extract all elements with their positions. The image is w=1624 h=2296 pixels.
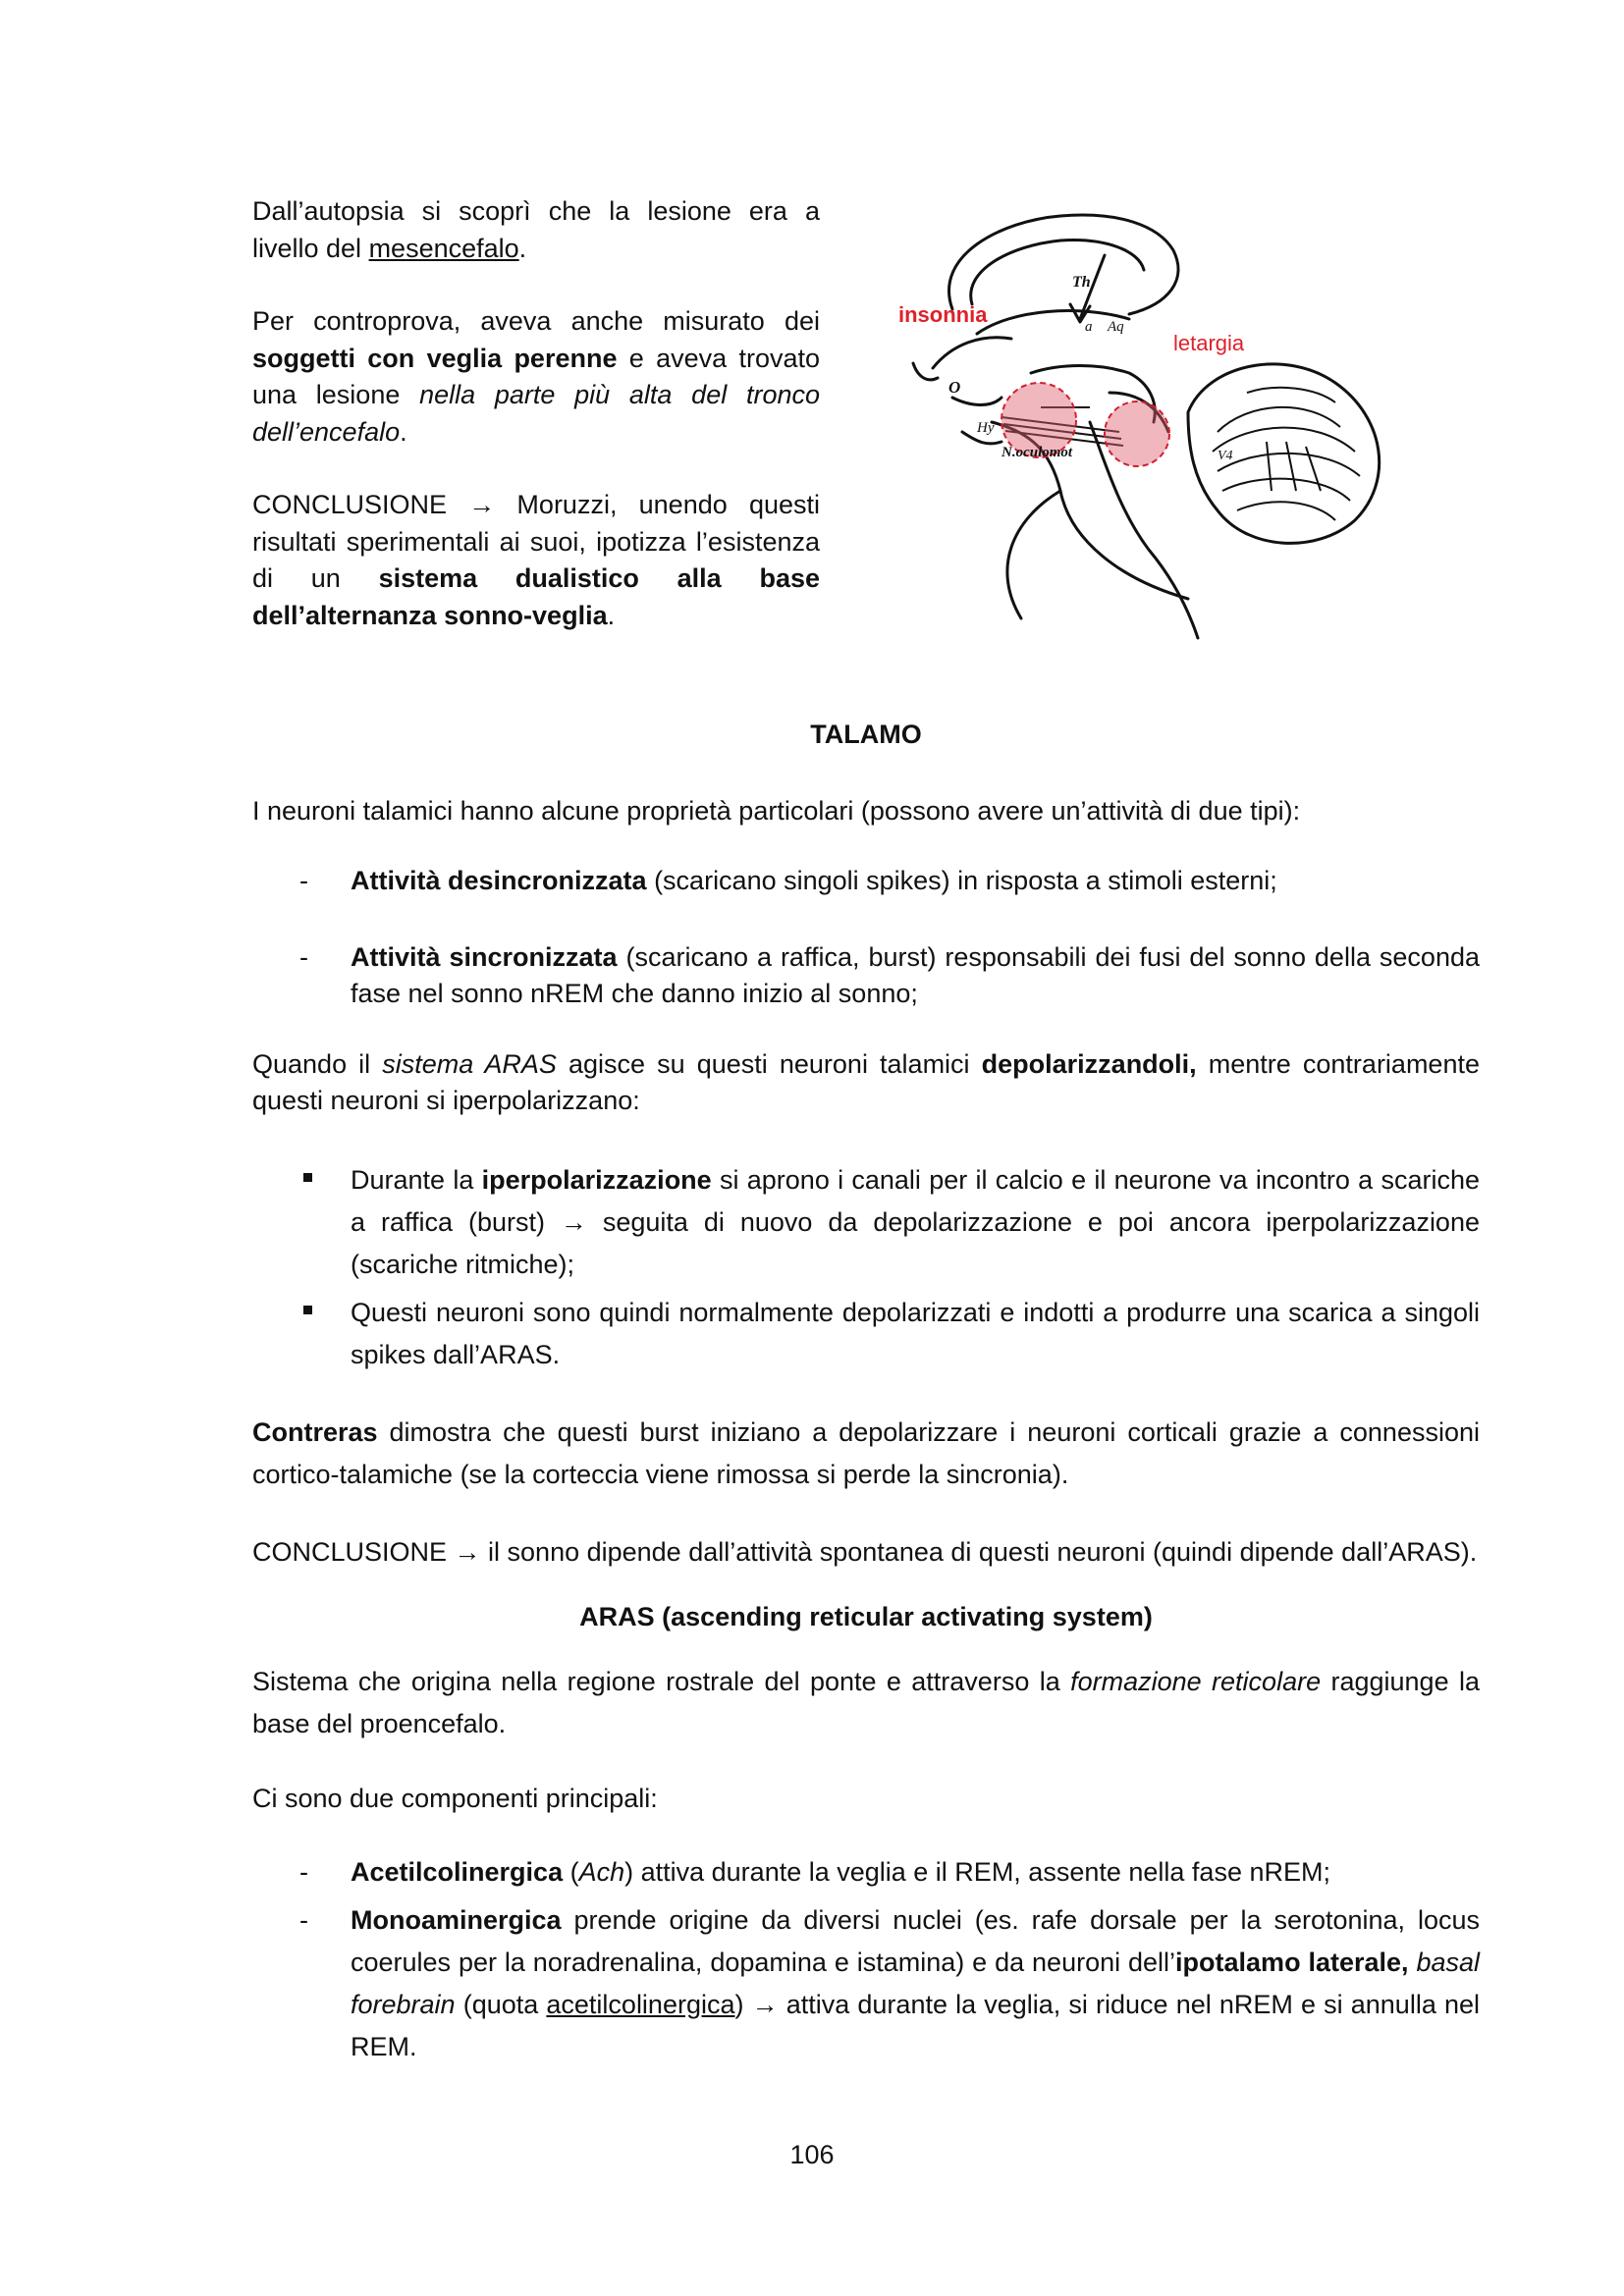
talamo-list-item-1: - Attività desincronizzata (scaricano singoli spikes) in risposta a stimoli esterni; [252, 863, 1480, 900]
square-bullet-icon [303, 1306, 312, 1314]
intro-column [252, 193, 820, 670]
label-insonnia: insonnia [898, 302, 988, 327]
intro-paragraph-1: Dall’autopsia si scoprì che la lesione era a livello del mesencefalo. [252, 196, 820, 263]
talamo-list-item-2: - Attività sincronizzata (scaricano a raffica, burst) responsabili dei fusi del sonno della seconda fase nel sonno nREM che danno inizio al sonno; [252, 939, 1480, 1013]
heading-talamo: TALAMO [810, 720, 922, 749]
dash-marker: - [299, 1904, 308, 1935]
dash-marker: - [299, 941, 308, 972]
aras-list-item-1: - Acetilcolinergica (Ach) attiva durante la veglia e il REM, assente nella fase nREM; [252, 1851, 1480, 1894]
label-th: Th [1072, 274, 1091, 291]
talamo-aras-paragraph: Quando il sistema ARAS agisce su questi neuroni talamici depolarizzandoli, mentre contrariamente questi neuroni si iperpolarizzano: [252, 1048, 1480, 1115]
brain-sagittal-diagram [893, 196, 1434, 648]
talamo-bullet-2: Questi neuroni sono quindi normalmente depolarizzati e indotti a produrre una scarica a singoli spikes dall’ARAS. [252, 1292, 1480, 1376]
aras-paragraph-1: Sistema che origina nella regione rostrale del ponte e attraverso la formazione reticolare raggiunge la base del proencefalo. [252, 1667, 1480, 1738]
dash-marker: - [299, 866, 308, 895]
mesencefalo-underlined: mesencefalo [368, 233, 519, 263]
label-hy: Hy [977, 420, 995, 436]
talamo-intro: I neuroni talamici hanno alcune proprietà particolari (possono avere un’attività di due tipi): [252, 795, 1301, 826]
page-number: 106 [789, 2140, 835, 2169]
label-n-oculomot: N.oculomot [1001, 445, 1073, 460]
aras-list-item-2: - Monoaminergica prende origine da diversi nuclei (es. rafe dorsale per la serotonina, locus coerules per la noradrenalina, dopamina e istamina) e da neuroni dell’ipotalamo laterale, basal forebrain (quota acetilcolinergica) → attiva durante la veglia, si riduce nel nREM e si annulla nel REM. [252, 1899, 1480, 2068]
main-content [252, 717, 1480, 2068]
label-o: O [948, 378, 961, 397]
contreras-paragraph: Contreras dimostra che questi burst iniziano a depolarizzare i neuroni corticali grazie a connessioni cortico-talamiche (se la corteccia viene rimossa si perde la sincronia). [252, 1416, 1480, 1489]
label-aq: Aq [1108, 319, 1124, 335]
dash-marker: - [299, 1856, 308, 1887]
talamo-bullet-1: Durante la iperpolarizzazione si aprono i canali per il calcio e il neurone va incontro a scariche a raffica (burst) → seguita di nuovo da depolarizzazione e poi ancora iperpolarizzazione (scariche ritmiche); [252, 1159, 1480, 1286]
aras-paragraph-2: Ci sono due componenti principali: [252, 1784, 658, 1813]
label-v4: V4 [1218, 449, 1233, 463]
intro-paragraph-2: Per controprova, aveva anche misurato dei soggetti con veglia perenne e aveva trovato una lesione nella parte più alta del tronco dell’encefalo. [252, 306, 820, 447]
intro-conclusion: CONCLUSIONE → Moruzzi, unendo questi risultati sperimentali ai suoi, ipotizza l’esistenza di un sistema dualistico alla base dell’alternanza sonno-veglia. [252, 490, 820, 630]
heading-aras: ARAS (ascending reticular activating system) [579, 1601, 1153, 1631]
talamo-conclusion: CONCLUSIONE → il sonno dipende dall’attività spontanea di questi neuroni (quindi dipende dall’ARAS). [252, 1536, 1478, 1567]
label-a: a [1085, 319, 1093, 335]
square-bullet-icon [303, 1173, 312, 1182]
label-letargia: letargia [1173, 331, 1245, 355]
